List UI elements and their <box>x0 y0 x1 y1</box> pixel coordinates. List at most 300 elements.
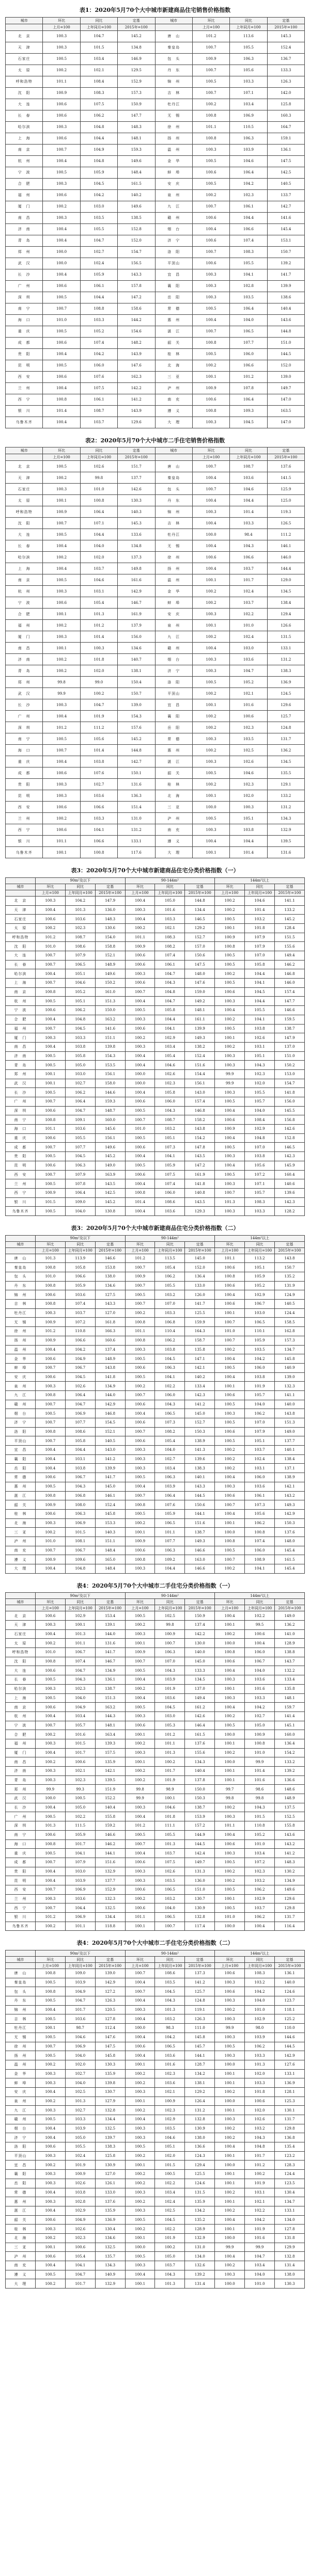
index-value: 103.3 <box>230 76 267 87</box>
index-value: 100.3 <box>125 1454 155 1464</box>
index-value: 104.3 <box>65 1675 95 1685</box>
table-row <box>6 1730 305 1739</box>
city-name: 南 京 <box>6 574 43 586</box>
index-value: 100.4 <box>43 235 80 246</box>
index-value: 100.8 <box>215 1648 245 1657</box>
index-value: 100.4 <box>215 2142 245 2152</box>
city-name: 赣 州 <box>6 1400 36 1409</box>
city-name: 深 圳 <box>6 1821 36 1831</box>
index-value: 100.1 <box>215 1308 245 1318</box>
index-value: 100.3 <box>125 1876 155 1885</box>
index-value: 138.7 <box>95 1684 125 1693</box>
table-row <box>6 1885 305 1894</box>
index-value: 100.4 <box>43 348 80 360</box>
index-value: 100.8 <box>192 133 229 144</box>
index-value: 143.8 <box>185 1125 215 1134</box>
index-value: 124.4 <box>275 2170 305 2179</box>
table-row <box>6 2087 305 2097</box>
index-value: 100.6 <box>215 1390 245 1400</box>
index-value: 130.7 <box>95 2087 125 2097</box>
index-value: 101.9 <box>80 711 117 722</box>
index-value: 100.4 <box>215 2215 245 2225</box>
index-value: 100.2 <box>192 779 229 790</box>
index-value: 156.1 <box>95 1133 125 1143</box>
index-value: 101.0 <box>35 942 65 951</box>
city-name: 安 庆 <box>155 609 192 620</box>
index-value: 99.5 <box>245 1621 275 1630</box>
index-value: 101.3 <box>215 1197 245 1207</box>
index-value: 139.0 <box>95 1969 125 1978</box>
price-index-table <box>5 17 305 428</box>
index-value: 148.3 <box>95 915 125 924</box>
index-value: 100.2 <box>192 711 229 722</box>
index-value: 150.3 <box>185 1427 215 1436</box>
index-value: 100.0 <box>192 802 229 813</box>
column-header: 同比 <box>155 1599 185 1605</box>
index-value: 100.3 <box>35 1684 65 1693</box>
table-row <box>6 303 305 314</box>
index-value: 103.2 <box>155 1125 185 1134</box>
index-value: 136.1 <box>95 1675 125 1685</box>
index-value: 139.9 <box>185 1024 215 1033</box>
column-unit: 上月=100 <box>125 1247 155 1254</box>
column-header: 定基 <box>95 1241 125 1247</box>
table-row <box>6 405 305 417</box>
index-value: 100.2 <box>35 2097 65 2106</box>
index-value: 105.9 <box>155 1161 185 1170</box>
index-value: 100.2 <box>215 1042 245 1051</box>
index-value: 100.9 <box>35 1318 65 1327</box>
index-value: 107.7 <box>155 1537 185 1546</box>
index-value: 100.8 <box>125 1318 155 1327</box>
city-name: 厦 门 <box>6 201 43 212</box>
index-value: 106.4 <box>65 1188 95 1197</box>
index-value: 104.3 <box>245 1061 275 1070</box>
table-row <box>6 2124 305 2133</box>
index-value: 101.0 <box>35 1272 65 1282</box>
city-name: 南 宁 <box>6 1115 36 1125</box>
index-value: 100.1 <box>192 847 229 858</box>
index-value: 100.8 <box>35 1491 65 1500</box>
index-value: 105.4 <box>80 597 117 609</box>
index-value: 102.3 <box>245 1867 275 1876</box>
table-row <box>6 1290 305 1300</box>
table-row <box>6 2142 305 2152</box>
index-value: 100.5 <box>35 1179 65 1189</box>
index-value: 106.1 <box>80 280 117 292</box>
index-value: 150.6 <box>185 1500 215 1510</box>
index-value: 139.6 <box>275 1188 305 1197</box>
table-row <box>6 2161 305 2170</box>
index-value: 100.3 <box>215 1207 245 1216</box>
index-value: 149.4 <box>185 1693 215 1703</box>
index-value: 103.6 <box>155 2078 185 2088</box>
table-row <box>6 1051 305 1061</box>
index-value: 106.9 <box>65 1409 95 1418</box>
index-value: 105.6 <box>80 733 117 745</box>
index-value: 148.9 <box>95 1354 125 1364</box>
city-name: 扬 州 <box>6 1336 36 1345</box>
column-header: 定基 <box>95 1957 125 1963</box>
index-value: 147.6 <box>95 2033 125 2042</box>
city-name: 惠 州 <box>6 2197 36 2206</box>
index-value: 100.6 <box>125 2042 155 2051</box>
index-value: 105.1 <box>65 997 95 1006</box>
index-value: 104.4 <box>80 133 117 144</box>
column-header: 同比 <box>245 884 275 890</box>
index-value: 100.3 <box>35 2225 65 2234</box>
group-header: 144m²以上 <box>215 1593 305 1599</box>
index-value: 100.5 <box>35 1152 65 1161</box>
city-name: 襄 阳 <box>6 2170 36 2179</box>
index-value: 100.3 <box>125 1748 155 1757</box>
index-value: 100.2 <box>215 1345 245 1354</box>
index-value: 104.5 <box>230 417 267 428</box>
column-header: 环比 <box>215 1241 245 1247</box>
index-value: 103.3 <box>80 813 117 824</box>
index-value: 104.1 <box>155 1152 185 1161</box>
index-value: 100.7 <box>125 1969 155 1978</box>
index-value: 133.4 <box>185 1382 215 1391</box>
city-name: 蚌 埠 <box>155 597 192 609</box>
table-row <box>6 2261 305 2270</box>
index-value: 104.5 <box>65 1152 95 1161</box>
index-value: 127.5 <box>95 1290 125 1300</box>
index-value: 100.4 <box>125 1152 155 1161</box>
index-value: 102.0 <box>245 1079 275 1088</box>
index-value: 152.4 <box>185 1051 215 1061</box>
index-value: 100.6 <box>43 280 80 292</box>
index-value: 100.6 <box>215 987 245 997</box>
index-value: 150.3 <box>275 1518 305 1528</box>
city-name: 韶 关 <box>6 2215 36 2225</box>
index-value: 100.5 <box>35 1051 65 1061</box>
index-value: 152.1 <box>95 951 125 961</box>
table-row <box>6 258 305 269</box>
index-value: 157.4 <box>185 1097 215 1107</box>
index-value: 141.2 <box>185 1978 215 1987</box>
index-value: 100.5 <box>35 2033 65 2042</box>
index-value: 107.4 <box>245 1537 275 1546</box>
index-value: 101.4 <box>80 745 117 756</box>
city-name: 南 京 <box>6 987 36 997</box>
index-value: 149.6 <box>118 201 155 212</box>
column-unit: 上月=100 <box>215 1247 245 1254</box>
group-header: 144m²以上 <box>215 1950 305 1957</box>
table-row <box>6 824 305 836</box>
index-value: 101.4 <box>245 1767 275 1776</box>
table-row <box>6 1830 305 1839</box>
index-value: 100.5 <box>215 951 245 961</box>
city-name: 宁 波 <box>6 167 43 178</box>
index-value: 137.4 <box>185 1621 215 1630</box>
group-header-row <box>6 877 305 884</box>
index-value: 103.6 <box>65 1894 95 1903</box>
index-value: 154.7 <box>118 246 155 258</box>
index-value: 100.3 <box>35 1775 65 1785</box>
index-value: 100.4 <box>245 1922 275 1931</box>
city-name: 南 京 <box>6 1703 36 1712</box>
index-value: 152.0 <box>118 235 155 246</box>
column-unit: 上年同月=100 <box>80 454 117 461</box>
index-value: 100.4 <box>35 2087 65 2097</box>
index-value: 127.2 <box>95 1987 125 1996</box>
index-value: 100.6 <box>192 552 229 563</box>
index-value: 106.5 <box>155 1409 185 1418</box>
index-value: 100.2 <box>215 1803 245 1812</box>
index-value: 104.2 <box>80 189 117 201</box>
index-value: 160.3 <box>267 110 304 121</box>
city-name: 宁 波 <box>6 597 43 609</box>
index-value: 100.1 <box>215 1621 245 1630</box>
table-row <box>6 461 305 472</box>
index-value: 101.4 <box>245 905 275 915</box>
index-value: 100.4 <box>192 540 229 552</box>
index-value: 153.4 <box>95 1611 125 1621</box>
index-value: 100.4 <box>125 1088 155 1097</box>
column-unit: 上月=100 <box>43 24 80 30</box>
table-row <box>6 155 305 167</box>
index-value: 100.6 <box>215 1987 245 1996</box>
table-row <box>6 733 305 745</box>
index-value: 151.3 <box>95 1693 125 1703</box>
table-row <box>6 2151 305 2161</box>
index-value: 106.5 <box>245 1318 275 1327</box>
index-value: 144.0 <box>95 1390 125 1400</box>
index-value: 148.1 <box>118 133 155 144</box>
index-value: 100.6 <box>35 1290 65 1300</box>
index-value: 104.0 <box>155 1903 185 1913</box>
city-name: 岳 阳 <box>155 722 192 733</box>
index-value: 101.7 <box>65 1839 95 1849</box>
index-value: 104.3 <box>155 979 185 988</box>
index-value: 104.3 <box>155 1106 185 1115</box>
index-value: 100.4 <box>35 2188 65 2197</box>
index-value: 105.4 <box>155 1436 185 1446</box>
index-value: 104.0 <box>245 1996 275 2006</box>
city-name: 石家庄 <box>6 1629 36 1639</box>
index-value: 100.6 <box>125 1418 155 1428</box>
index-value: 103.5 <box>155 2124 185 2133</box>
index-value: 102.5 <box>230 745 267 756</box>
index-value: 149.4 <box>275 951 305 961</box>
city-name: 吉 林 <box>6 2014 36 2024</box>
index-value: 163.2 <box>95 1703 125 1712</box>
city-name: 南 京 <box>6 144 43 155</box>
index-value: 100.2 <box>35 1639 65 1648</box>
index-value: 105.1 <box>245 1263 275 1272</box>
index-value: 130.3 <box>275 2279 305 2289</box>
index-value: 106.0 <box>80 360 117 371</box>
index-value: 104.8 <box>65 1015 95 1024</box>
index-value: 134.9 <box>95 1382 125 1391</box>
index-value: 100.4 <box>192 563 229 574</box>
subheader-row <box>6 1241 305 1247</box>
index-value: 104.1 <box>155 1024 185 1033</box>
index-value: 104.7 <box>80 699 117 711</box>
index-value: 100.6 <box>35 1106 65 1115</box>
index-value: 100.0 <box>215 1639 245 1648</box>
index-value: 103.6 <box>65 2014 95 2024</box>
index-value: 154.2 <box>275 1748 305 1757</box>
index-value: 155.6 <box>185 1748 215 1757</box>
index-value: 104.0 <box>245 1400 275 1409</box>
index-value: 100.5 <box>215 1858 245 1867</box>
index-value: 148.4 <box>95 1564 125 1574</box>
city-name: 唐 山 <box>6 1969 36 1978</box>
index-value: 146.6 <box>275 1006 305 1015</box>
city-name: 长 春 <box>6 540 43 552</box>
index-value: 99.9 <box>245 1757 275 1767</box>
index-value: 147.7 <box>275 997 305 1006</box>
index-value: 106.0 <box>245 1363 275 1372</box>
table-row <box>6 1996 305 2006</box>
index-value: 100.4 <box>35 1454 65 1464</box>
index-value: 103.2 <box>155 1894 185 1903</box>
index-value: 100.8 <box>35 1281 65 1290</box>
index-value: 100.8 <box>35 1263 65 1272</box>
index-value: 103.8 <box>230 824 267 836</box>
index-value: 149.2 <box>185 997 215 1006</box>
index-value: 160.0 <box>95 1115 125 1125</box>
index-value: 104.1 <box>245 1015 275 1024</box>
index-value: 145.4 <box>275 1546 305 1555</box>
index-value: 100.5 <box>125 1666 155 1675</box>
city-name: 南 充 <box>155 824 192 836</box>
table-row <box>6 1748 305 1757</box>
index-value: 100.5 <box>35 2270 65 2279</box>
city-name: 泸 州 <box>155 813 192 824</box>
index-value: 100.1 <box>215 2179 245 2188</box>
index-value: 152.2 <box>95 1794 125 1803</box>
index-value: 137.5 <box>275 1803 305 1812</box>
table-row <box>6 472 305 484</box>
index-value: 135.8 <box>185 1345 215 1354</box>
index-value: 100.2 <box>215 1711 245 1721</box>
index-value: 145.2 <box>275 915 305 924</box>
index-value: 100.2 <box>125 1767 155 1776</box>
index-value: 156.0 <box>275 1097 305 1107</box>
index-value: 100.8 <box>125 1336 155 1345</box>
table-section-new-home-category-1 <box>5 863 305 1216</box>
index-value: 102.1 <box>65 1767 95 1776</box>
index-value: 100.6 <box>43 99 80 110</box>
index-value: 101.5 <box>35 1197 65 1207</box>
index-value: 125.2 <box>275 2014 305 2024</box>
index-value: 100.5 <box>43 53 80 65</box>
column-unit: 2015年=100 <box>267 454 304 461</box>
index-value: 154.4 <box>185 1069 215 1079</box>
index-value: 105.5 <box>65 2142 95 2152</box>
index-value: 106.9 <box>65 1913 95 1922</box>
index-value: 107.4 <box>65 1300 95 1309</box>
index-value: 101.5 <box>80 42 117 53</box>
index-value: 109.3 <box>230 405 267 417</box>
index-value: 100.2 <box>35 923 65 933</box>
index-value: 101.7 <box>155 1767 185 1776</box>
index-value: 105.6 <box>245 1509 275 1518</box>
table-row <box>6 2170 305 2179</box>
index-value: 125.8 <box>267 99 304 110</box>
index-value: 151.5 <box>275 933 305 942</box>
index-value: 99.9 <box>215 2024 245 2033</box>
index-value: 134.5 <box>267 586 304 597</box>
index-value: 142.9 <box>118 586 155 597</box>
index-value: 103.9 <box>155 1482 185 1491</box>
city-name: 南 充 <box>6 1546 36 1555</box>
city-name: 天 津 <box>6 42 43 53</box>
unit-row <box>6 1605 305 1611</box>
table-row <box>6 1061 305 1070</box>
corner-cell <box>6 1950 36 1957</box>
index-value: 159.2 <box>95 1821 125 1831</box>
index-value: 138.0 <box>95 1272 125 1282</box>
city-name: 九 江 <box>155 201 192 212</box>
table-row <box>6 495 305 506</box>
index-value: 126.5 <box>267 518 304 529</box>
index-value: 139.5 <box>95 1775 125 1785</box>
city-name: 杭 州 <box>6 1711 36 1721</box>
index-value: 107.5 <box>80 99 117 110</box>
index-value: 100.8 <box>43 394 80 405</box>
index-value: 142.3 <box>275 1152 305 1161</box>
index-value: 103.9 <box>155 1675 185 1685</box>
index-value: 145.8 <box>95 2051 125 2060</box>
index-value: 151.7 <box>118 461 155 472</box>
table-row <box>6 280 305 292</box>
index-value: 136.2 <box>275 1621 305 1630</box>
index-value: 100.1 <box>215 1767 245 1776</box>
index-value: 101.8 <box>155 1812 185 1821</box>
index-value: 126.1 <box>95 2179 125 2188</box>
index-value: 144.8 <box>267 326 304 337</box>
index-value: 100.2 <box>43 620 80 631</box>
index-value: 100.7 <box>192 87 229 99</box>
table-row <box>6 2197 305 2206</box>
city-name: 洛 阳 <box>6 1427 36 1436</box>
city-name: 大 理 <box>155 847 192 858</box>
city-name: 桂 林 <box>6 1509 36 1518</box>
index-value: 100.8 <box>125 1188 155 1197</box>
index-value: 140.4 <box>185 1767 215 1776</box>
index-value: 131.4 <box>275 2261 305 2270</box>
index-value: 142.9 <box>275 2051 305 2060</box>
index-value: 98.6 <box>245 1785 275 1794</box>
index-value: 104.2 <box>65 896 95 905</box>
index-value: 103.3 <box>245 1207 275 1216</box>
index-value: 100.9 <box>245 1730 275 1739</box>
index-value: 100.5 <box>215 2042 245 2051</box>
index-value: 105.0 <box>65 2133 95 2142</box>
index-value: 100.3 <box>43 42 80 53</box>
index-value: 101.6 <box>155 2060 185 2069</box>
index-value: 141.3 <box>185 1446 215 1455</box>
table-row <box>6 756 305 767</box>
index-value: 106.3 <box>65 1161 95 1170</box>
index-value: 100.7 <box>35 1546 65 1555</box>
city-name: 青 岛 <box>6 1061 36 1070</box>
index-value: 100.6 <box>43 337 80 348</box>
index-value: 100.4 <box>125 2014 155 2024</box>
index-value: 100.4 <box>35 2261 65 2270</box>
index-value: 130.4 <box>95 2225 125 2234</box>
index-value: 149.0 <box>275 1427 305 1436</box>
index-value: 100.1 <box>215 2069 245 2078</box>
index-value: 100.6 <box>35 1830 65 1839</box>
index-value: 100.6 <box>125 979 155 988</box>
index-value: 103.5 <box>80 212 117 223</box>
index-value: 163.2 <box>95 1015 125 1024</box>
